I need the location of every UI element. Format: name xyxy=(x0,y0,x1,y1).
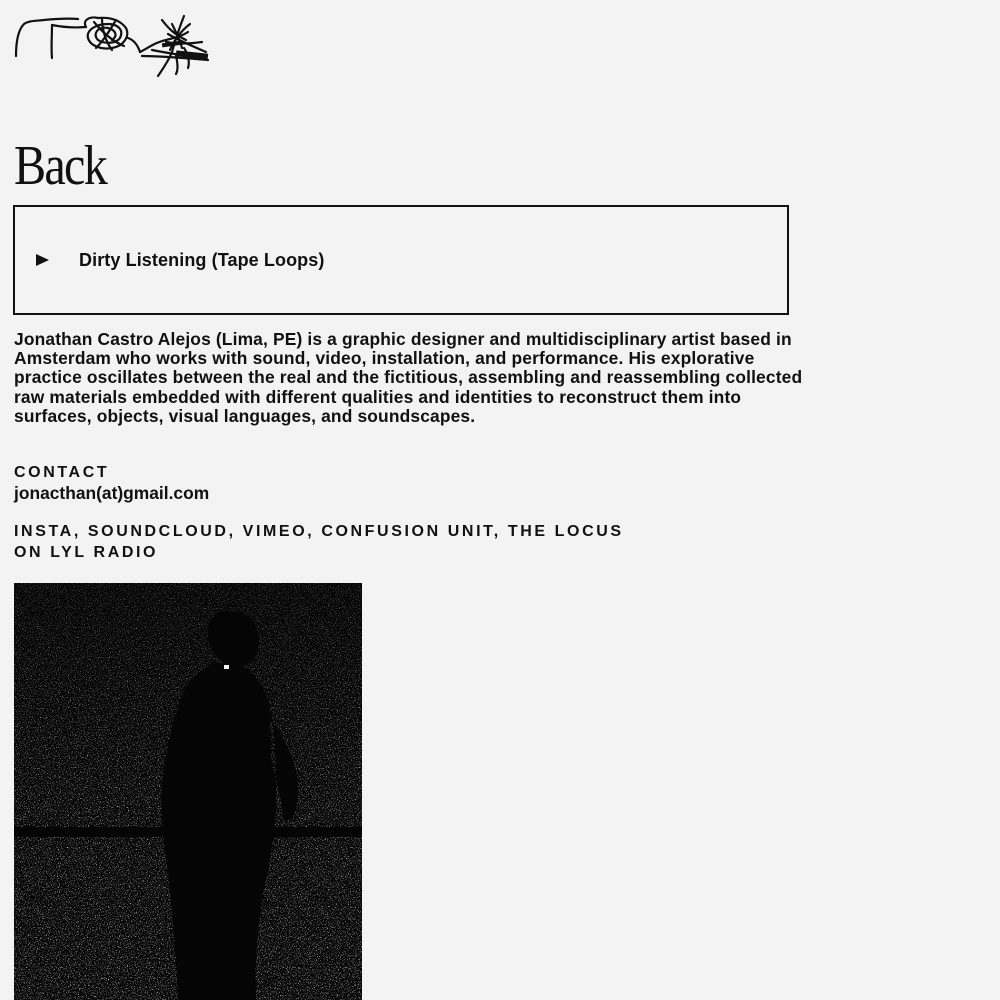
link-separator: , xyxy=(307,523,322,540)
back-link[interactable]: Back xyxy=(14,135,107,197)
link-soundcloud[interactable]: SOUNDCLOUD xyxy=(87,523,229,540)
link-separator: , xyxy=(73,523,88,540)
link-confusion-unit[interactable]: CONFUSION UNIT xyxy=(321,523,494,540)
audio-player xyxy=(13,205,789,315)
track-title: Dirty Listening (Tape Loops) xyxy=(79,250,325,270)
contact-email-link[interactable]: jonacthan(at)gmail.com xyxy=(14,483,210,503)
artist-photo xyxy=(14,583,362,1000)
contact-heading: CONTACT xyxy=(14,464,110,481)
link-separator: , xyxy=(228,523,243,540)
link-the-locus[interactable]: THE LOCUS ON LYL RADIO xyxy=(14,523,624,561)
play-button[interactable] xyxy=(35,250,51,270)
link-insta[interactable]: INSTA xyxy=(14,523,74,540)
link-vimeo[interactable]: VIMEO xyxy=(242,523,308,540)
social-links xyxy=(14,521,654,563)
scribble-logo-icon[interactable] xyxy=(12,12,212,84)
link-separator: , xyxy=(493,523,508,540)
artist-bio: Jonathan Castro Alejos (Lima, PE) is a graphic designer and multidisciplinary artist based in Amsterdam who works with sound, video, installation, and performance. His explorative practice oscillates between the real and the fictitious, assembling and reassembling collected raw materials embedded with different qualities and identities to reconstruct them into surfaces, objects, visual languages, and soundscapes. xyxy=(14,329,803,426)
play-icon xyxy=(35,250,51,270)
